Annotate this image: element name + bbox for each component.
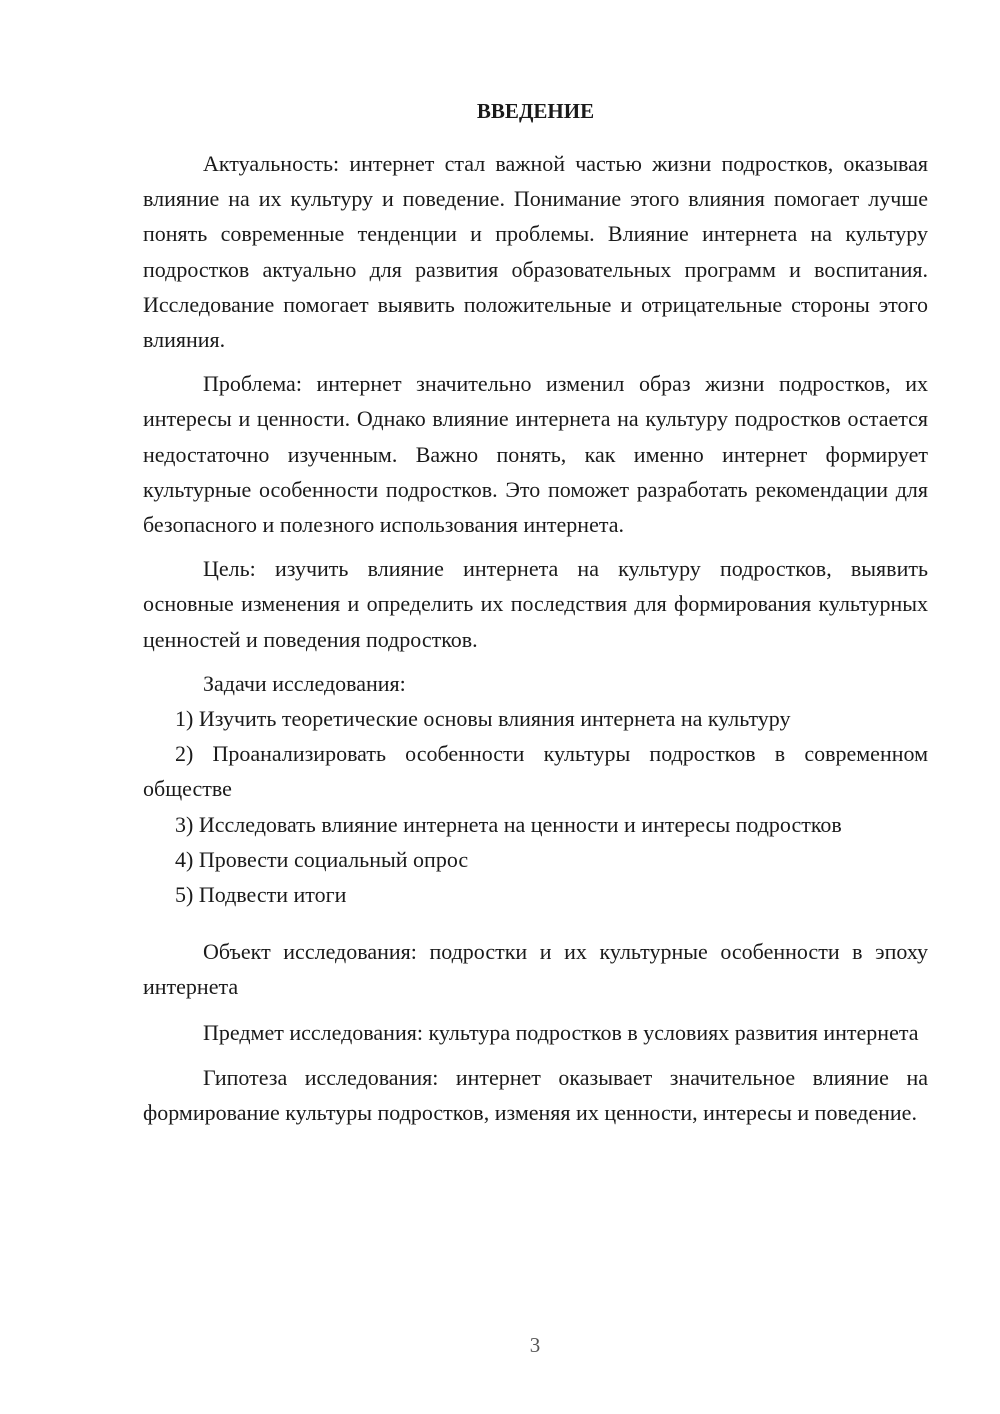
list-item: 3) Исследовать влияние интернета на ценности и интересы подростков xyxy=(175,811,842,837)
list-item: 5) Подвести итоги xyxy=(175,882,347,908)
tasks-list xyxy=(143,701,928,912)
goal-paragraph: Цель: изучить влияние интернета на культуру подростков, выявить основные изменения и определить их последствия для формирования культурных ценностей и поведения подростков. xyxy=(143,556,928,652)
list-item: 4) Провести социальный опрос xyxy=(175,846,469,872)
object-paragraph: Объект исследования: подростки и их культурные особенности в эпоху интернета xyxy=(143,939,928,1000)
list-item: 2) Проанализировать особенности культуры подростков в современном обществе xyxy=(143,741,928,802)
page-title: ВВЕДЕНИЕ xyxy=(476,99,595,123)
page-number: 3 xyxy=(529,1333,541,1357)
subject-paragraph: Предмет исследования: культура подростков в условиях развития интернета xyxy=(203,1019,919,1045)
document-body xyxy=(143,94,928,1130)
list-item: 1) Изучить теоретические основы влияния интернета на культуру xyxy=(175,706,791,732)
relevance-paragraph: Актуальность: интернет стал важной частью жизни подростков, оказывая влияние на их культуру и поведение. Понимание этого влияния помогает лучше понять современные тенденции и проблемы. Влияние интернета на культуру подростков актуально для развития образовательных программ и воспитания. Исследование помогает выявить положительные и отрицательные стороны этого влияния. xyxy=(143,151,928,353)
hypothesis-paragraph: Гипотеза исследования: интернет оказывает значительное влияние на формирование культуры подростков, изменяя их ценности, интересы и поведение. xyxy=(143,1064,928,1126)
tasks-heading: Задачи исследования: xyxy=(203,670,406,696)
problem-paragraph: Проблема: интернет значительно изменил образ жизни подростков, их интересы и ценности. Однако влияние интернета на культуру подростков остается недостаточно изученным. Важно понять, как именно интернет формирует культурные особенности подростков. Это поможет разработать рекомендации для безопасного и полезного использования интернета. xyxy=(143,371,928,538)
